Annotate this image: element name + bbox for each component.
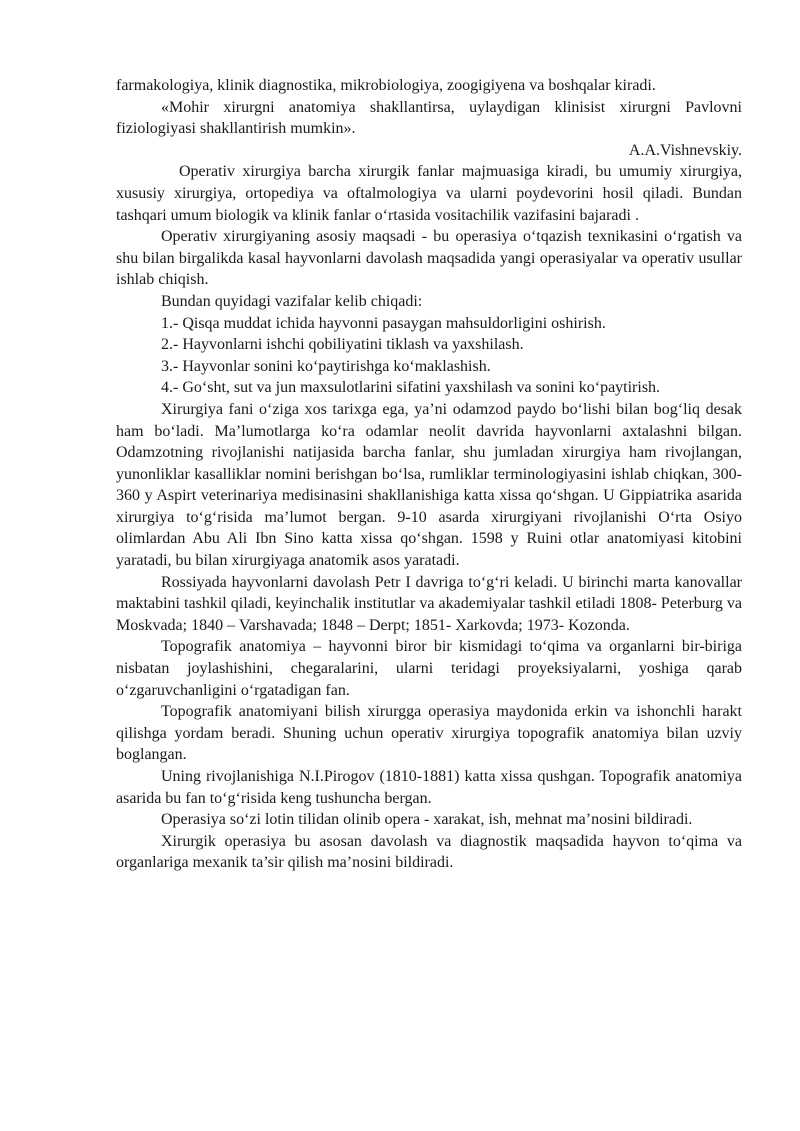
quote-paragraph: «Mohir xirurgni anatomiya shakllantirsa, uylaydigan klinisist xirurgni Pavlovni fiziologiyasi shakllantirish mumkin».: [116, 98, 742, 138]
paragraph-xirurgik-operasiya: Xirurgik operasiya bu asosan davolash va diagnostik maqsadida hayvon to‘qima va organlariga mexanik ta’sir qilish ma’nosini bildiradi.: [116, 832, 742, 872]
paragraph-topografik-definition: Topografik anatomiya – hayvonni biror bir kismidagi to‘qima va organlarni bir-biriga nisbatan joylashishini, chegaralarini, ularni teridagi proyeksiyalarni, yoshiga qarab o‘zgaruvchanligini o‘rgatadigan fan.: [116, 638, 742, 699]
paragraph-asosiy-maqsad: Operativ xirurgiyaning asosiy maqsadi - bu operasiya o‘tqazish texnikasini o‘rgatish va shu bilan birgalikda kasal hayvonlarni davolash maqsadida yangi operasiyalar va operativ usullar ishlab chiqish.: [116, 228, 742, 289]
paragraph-continuation: farmakologiya, klinik diagnostika, mikrobiologiya, zoogigiyena va boshqalar kiradi.: [116, 77, 656, 94]
paragraph-history: Xirurgiya fani o‘ziga xos tarixga ega, ya’ni odamzod paydo bo‘lishi bilan bog‘liq desak ham bo‘ladi. Ma’lumotlarga ko‘ra odamlar neolit davrida hayvonlarni axtalashni bilgan. Odamzotning rivojlanishi natijasida barcha fanlar, shu jumladan xirurgiya ham rivojlangan, yunonliklar kasalliklar nomini berishgan bo‘lsa, rumliklar terminologiyasini ishlab chiqkan, 300-360 y Aspirt veterinariya medisinasini shakllanishiga katta xissa qo‘shgan. U Gippiatrika asarida xirurgiya to‘g‘risida ma’lumot bergan. 9-10 asarda xirurgiyani rivojlanishi O‘rta Osiyo olimlardan Abu Ali Ibn Sino katta xissa qo‘shgan. 1598 y Ruini otlar anatomiyasi kitobini yaratadi, bu bilan xirurgiyaga anatomik asos yaratadi.: [116, 400, 742, 570]
list-item-1: 1.- Qisqa muddat ichida hayvonni pasaygan mahsuldorligini oshirish.: [161, 314, 606, 332]
list-item-4: 4.- Go‘sht, sut va jun maxsulotlarini sifatini yaxshilash va sonini ko‘paytirish.: [161, 379, 661, 397]
document-page: [116, 75, 742, 874]
paragraph-operasiya-etymology: Operasiya so‘zi lotin tilidan olinib opera - xarakat, ish, mehnat ma’nosini bildiradi.: [161, 811, 693, 829]
list-item-2: 2.- Hayvonlarni ishchi qobiliyatini tiklash va yaxshilash.: [161, 336, 524, 354]
list-item-3: 3.- Hayvonlar sonini ko‘paytirishga ko‘maklashish.: [161, 357, 491, 375]
paragraph-vazifalar-intro: Bundan quyidagi vazifalar kelib chiqadi:: [161, 292, 423, 310]
paragraph-rossiya: Rossiyada hayvonlarni davolash Petr I davriga to‘g‘ri keladi. U birinchi marta kanovallar maktabini tashkil qiladi, keyinchalik institutlar va akademiyalar tashkil etiladi 1808- Peterburg va Moskvada; 1840 – Varshavada; 1848 – Derpt; 1851- Xarkovda; 1973- Kozonda.: [116, 573, 742, 634]
paragraph-operativ-xirurgiya: Operativ xirurgiya barcha xirurgik fanlar majmuasiga kiradi, bu umumiy xirurgiya, xususiy xirurgiya, ortopediya va oftalmologiya va ularni poydevorini hosil qiladi. Bundan tashqari umum biologik va klinik fanlar o‘rtasida vositachilik vazifasini bajaradi .: [116, 163, 742, 224]
paragraph-topografik-importance: Topografik anatomiyani bilish xirurgga operasiya maydonida erkin va ishonchli harakt qilishga yordam beradi. Shuning uchun operativ xirurgiya topografik anatomiya bilan uzviy boglangan.: [116, 703, 742, 764]
quote-attribution: A.A.Vishnevskiy.: [628, 141, 742, 159]
paragraph-pirogov: Uning rivojlanishiga N.I.Pirogov (1810-1881) katta xissa qushgan. Topografik anatomiya asarida bu fan to‘g‘risida keng tushuncha bergan.: [116, 768, 742, 807]
